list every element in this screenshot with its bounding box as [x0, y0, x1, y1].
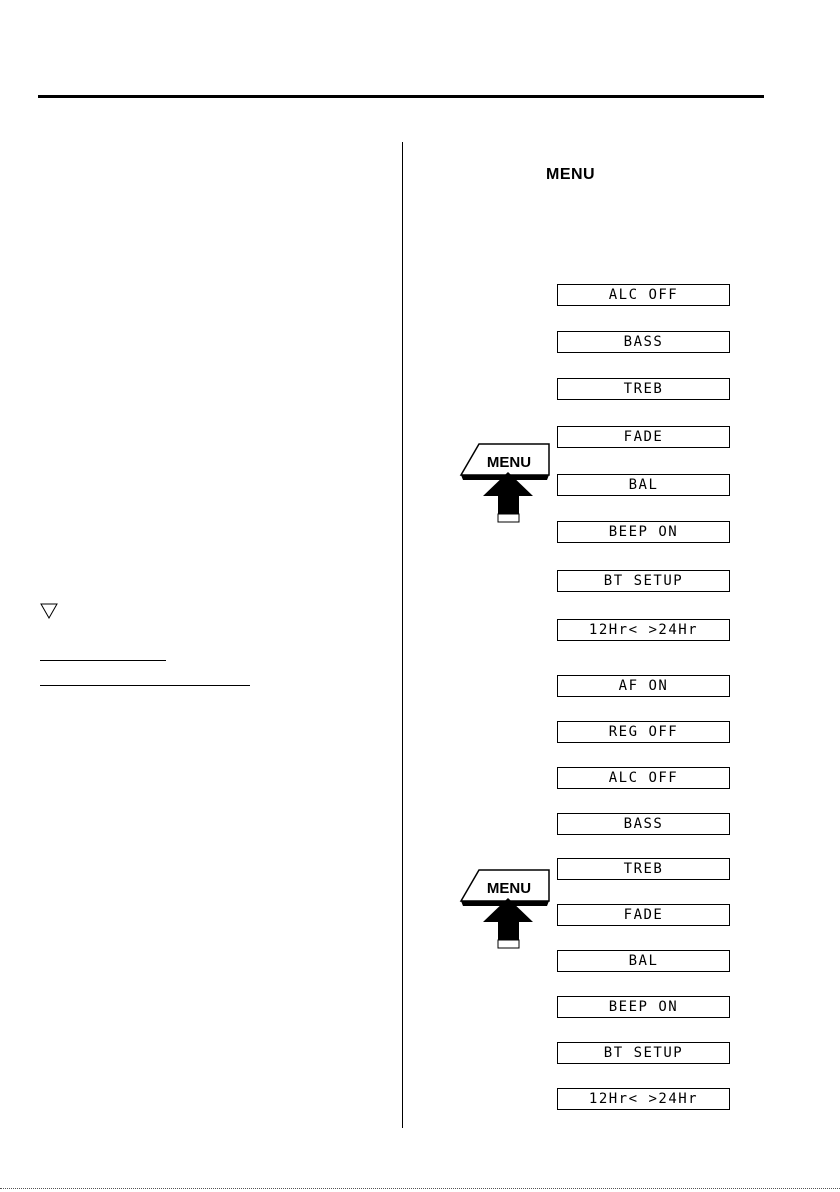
- lcd-display: REG OFF: [557, 721, 730, 743]
- lcd-display: TREB: [557, 858, 730, 880]
- menu-label: MENU: [546, 166, 596, 183]
- lcd-display: AF ON: [557, 675, 730, 697]
- lcd-display: 12Hr< >24Hr: [557, 619, 730, 641]
- lcd-display: BT SETUP: [557, 1042, 730, 1064]
- lcd-display: BAL: [557, 474, 730, 496]
- lcd-display: FADE: [557, 426, 730, 448]
- lcd-display: BEEP ON: [557, 996, 730, 1018]
- underline-1: [40, 660, 166, 661]
- lcd-display: 12Hr< >24Hr: [557, 1088, 730, 1110]
- menu-button-icon: [453, 868, 553, 952]
- header-rule: [38, 95, 764, 98]
- menu-button-label: MENU: [486, 880, 532, 897]
- lcd-display: BASS: [557, 813, 730, 835]
- lcd-display: BASS: [557, 331, 730, 353]
- menu-button-icon: [453, 442, 553, 526]
- lcd-display: ALC OFF: [557, 767, 730, 789]
- page-bottom-edge: [0, 1188, 840, 1189]
- lcd-display: BEEP ON: [557, 521, 730, 543]
- underline-2: [40, 685, 250, 686]
- lcd-display: BAL: [557, 950, 730, 972]
- lcd-display: TREB: [557, 378, 730, 400]
- triangle-down-icon: [40, 603, 58, 619]
- lcd-display: ALC OFF: [557, 284, 730, 306]
- lcd-display: FADE: [557, 904, 730, 926]
- column-divider: [402, 142, 403, 1128]
- lcd-display: BT SETUP: [557, 570, 730, 592]
- menu-button-label: MENU: [486, 454, 532, 471]
